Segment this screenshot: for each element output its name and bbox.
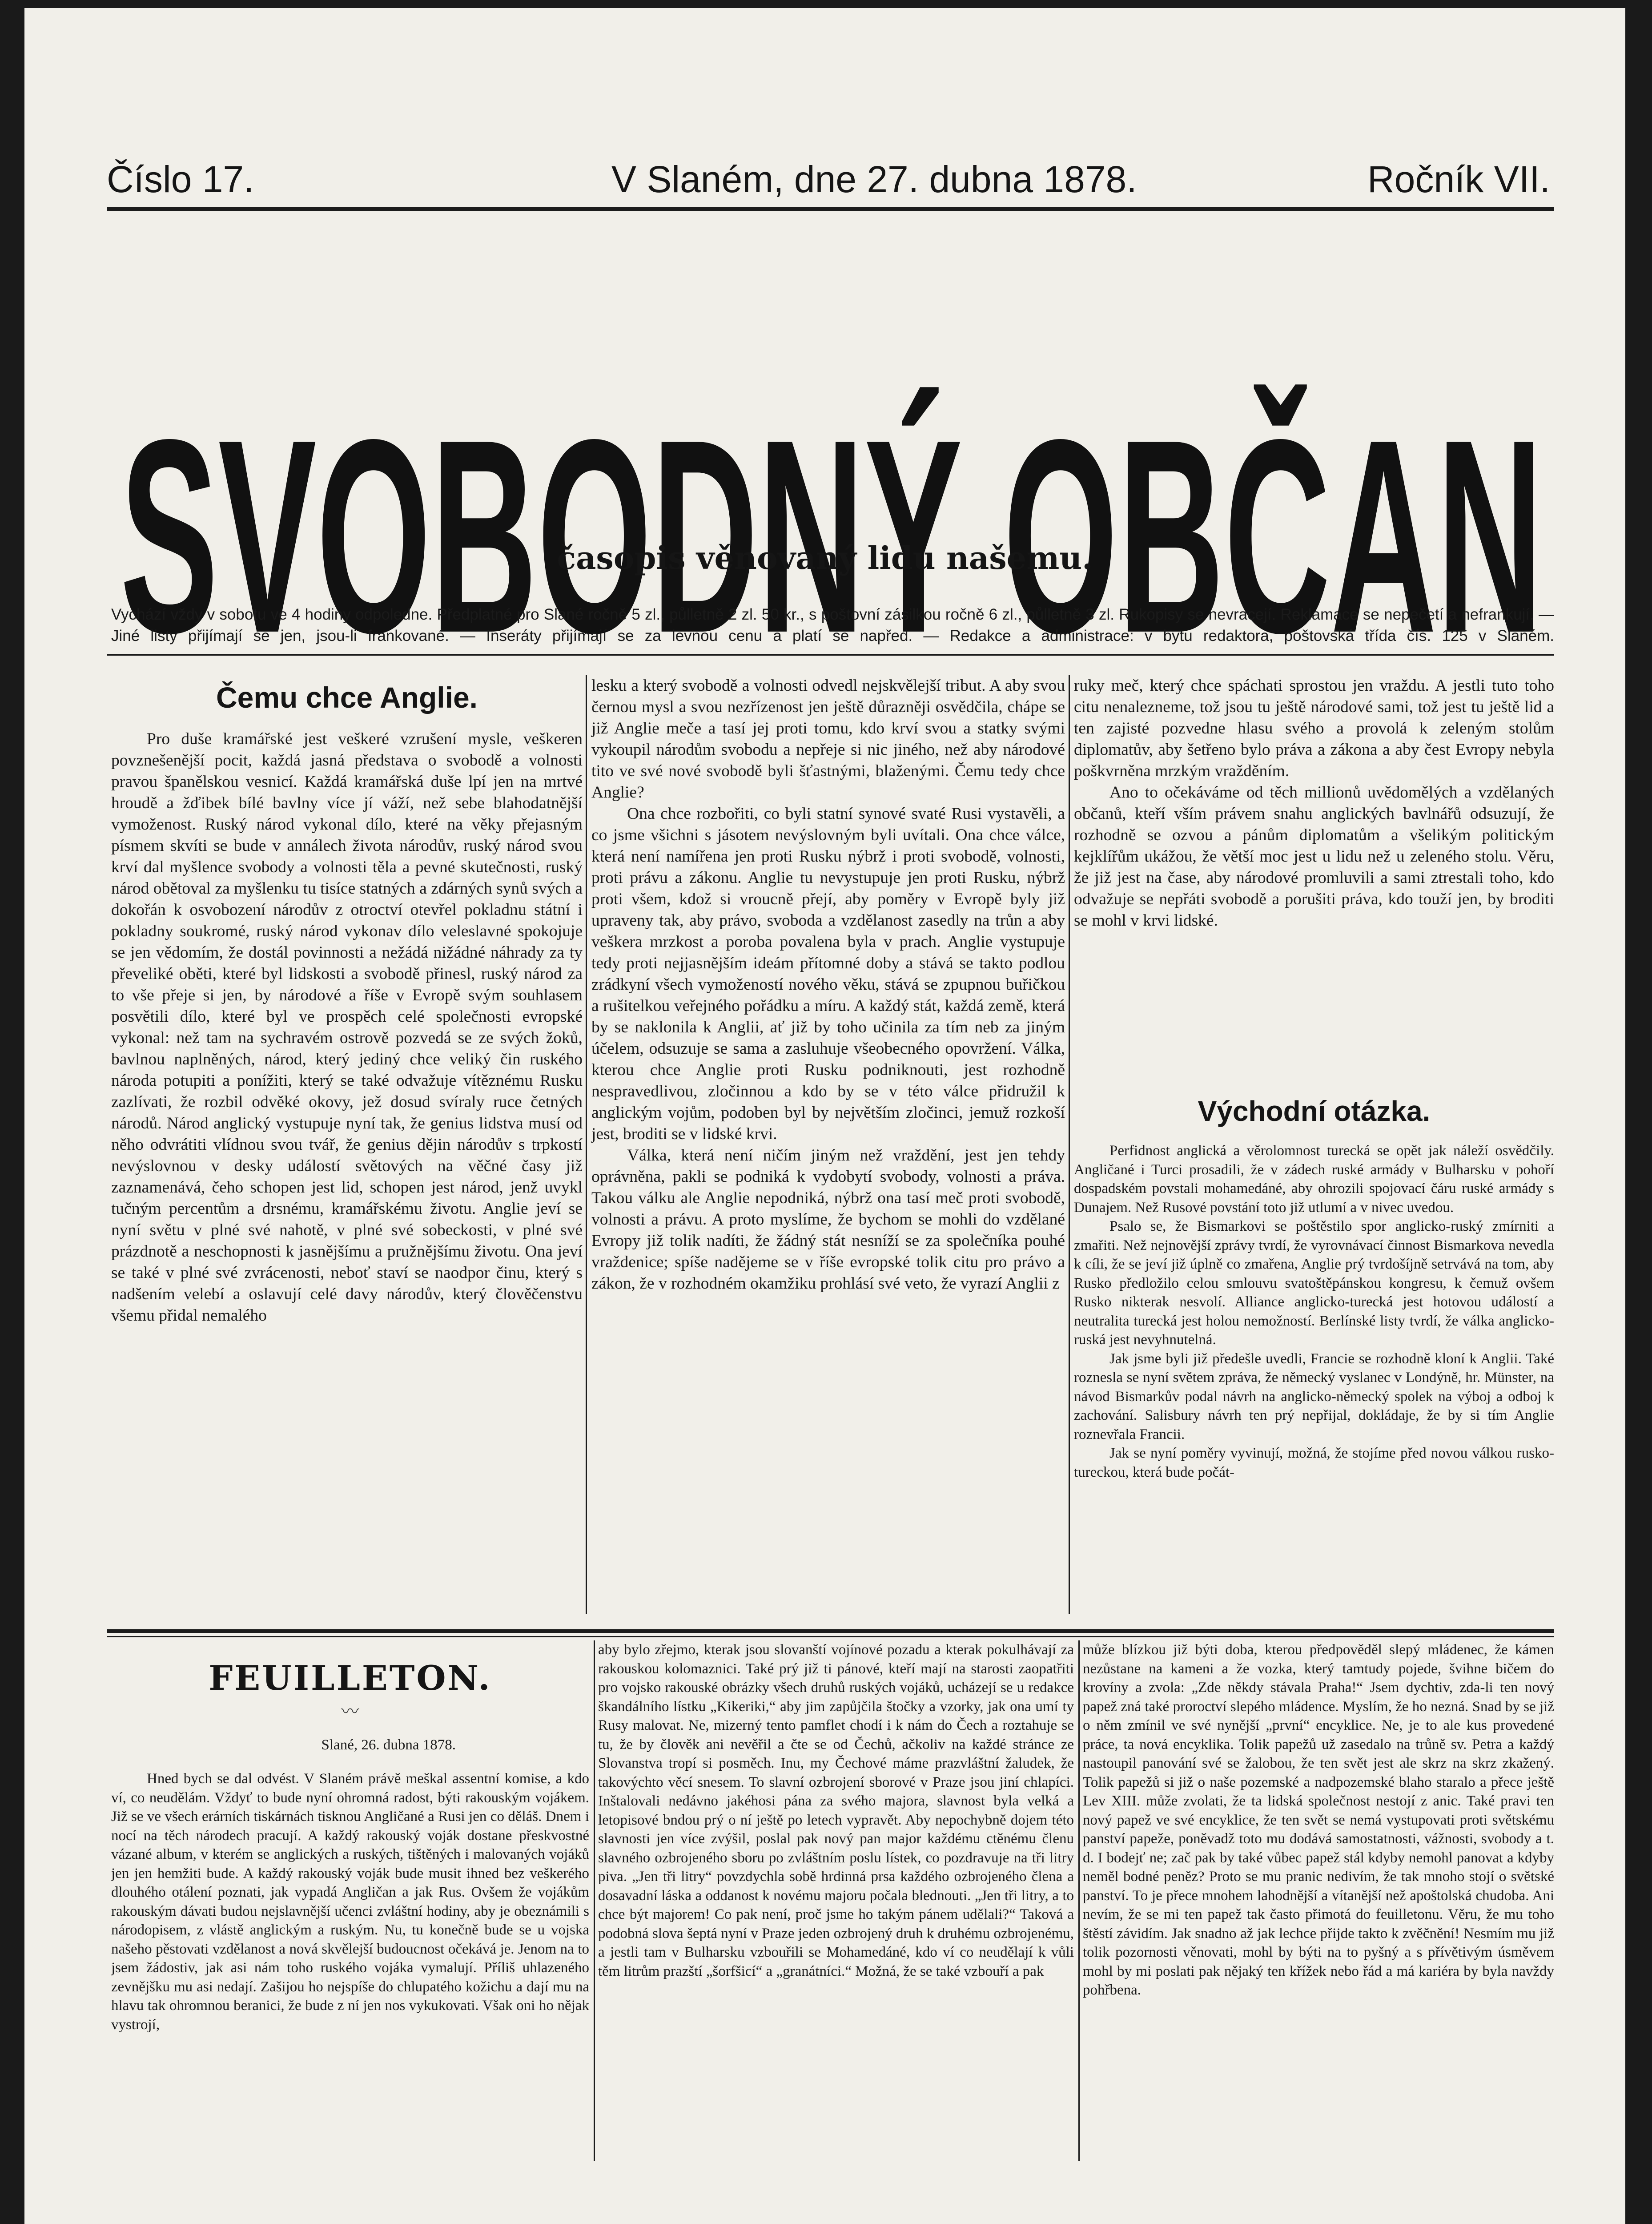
- article-otazka-title: Východní otázka.: [1198, 1095, 1431, 1127]
- masthead-title: SVOBODNÝ OBČAN: [120, 383, 550, 691]
- paragraph: Pro duše kramářské jest veškeré vzrušení mysle, veškeren povznešenější pocit, každá jasná představa o svobodě a volnosti pravou španělskou vesnicí. Každá kramářská duše lpí jen na mrtvé hroudě a žďibek bílé bavlny více jí váží, než sebe blahodatnější vymoženost. Ruský národ vykonal dílo, které na věky přejasným písmem skvíti se bude v annálech života národův, ruský národ svou krví dal myšlence svobody a volnosti těla a pevné skutečnosti, ruský národ obětoval za myšlenku tu tisíce statných a zdárných synů svých a dokořán k osvobození národův z otroctví otevřel pokladnu státní i pokladny soukromé, ruský národ vykonav dílo veleslavné spokojuje se jen vědomím, že dostál povinnosti a nežádá nižádné náhrady za ty převeliké oběti, které byl lidskosti a svobodě přinesl, ruský národ za to vše přeje si jen, by národové a říše v Evropě svým souhlasem posvětili dílo, které byl ve prospěch celé společnosti evropské vykonal: než tam na sychravém ostrově pozvedá se ze svých žoků, bavlnou naplněných, národ, který jediný chce veliký čin ruského národa potupiti a ponížiti, který se také odvažuje vítěznému Rusku zazlívati, že rozbil odvěké okovy, jež dosud svíraly ruce četných národů. Národ anglický vystupuje nyní tak, že genius lidstva musí od něho odvrátiti vlídnou svou tvář, že genius dějin národův s trpkostí nevýslovnou v desky událostí světových na věčné časy již zaznamenává, čeho schopen jest lid, schopen jest národ, jenž uvykl tučným percentům a drsnému, kramářskému životu. Anglie jeví se nyní světu v plné své nahotě, v plné své sobeckosti, v plné své prázdnotě a neschopnosti k jasnějšímu a pružnějšímu životu. Ona jeví se také v plné své zvrácenosti, neboť staví se naodpor činu, který s nadšením velebí a oslavují celé davy národův, který člověčenstvu všemu přidal nemalého: [111, 730, 583, 1325]
- feuilleton-col1: [111, 1649, 589, 2174]
- column-rule: [586, 675, 587, 1614]
- paragraph: Jak jsme byli již předešle uvedli, Francie se rozhodně kloní k Anglii. Také roznesla se nyní světem zpráva, že německý vyslanec v Londýně, hr. Münster, na návod Bismarkův podal návrh na anglicko-německý spolek na výboj a odboj k zachování. Salisbury návrh ten prý nepřijal, dokládaje, že by si tím Anglie roznevřala Francii.: [1074, 1350, 1554, 1442]
- paragraph: ruky meč, který chce spáchati sprostou jen vraždu. A jestli tuto toho citu nenalezneme, tož jsou tu ještě národové sami, tož jest tu ještě lid a ten zajisté pozvedne hlasu svého a provolá k zeleným stolům diplomatův, aby šetřeno bylo práva a zákona a aby čest Evropy nebyla poškvrněna mrzkým vražděním.: [1074, 677, 1554, 780]
- place-and-date: V Slaném, dne 27. dubna 1878.: [611, 158, 1137, 200]
- feuilleton-rule-thin: [107, 1636, 1554, 1637]
- column-rule: [594, 1640, 595, 2161]
- feuilleton-col2: [598, 1640, 1074, 2174]
- paragraph: Perfidnost anglická a věrolomnost turecká se opět jak náleží osvědčily. Angličané i Turci prosadili, že v zádech ruské armády v Bulharsku v pohoří dospadském povstali mohamedáné, aby ohrozili spojovací čáru ruské armády s Dunajem. Než Rusové povstání toto již utlumí a v nivec uvedou.: [1074, 1143, 1554, 1216]
- header-rule: [107, 207, 1554, 211]
- article-anglie-col3: [1074, 675, 1554, 1102]
- feuilleton-dateline: Slané, 26. dubna 1878.: [321, 1737, 456, 1753]
- paragraph: lesku a který svobodě a volnosti odvedl nejskvělejší tribut. A aby svou černou mysl a svou nezřízenost jen ještě důrazněji osvědčila, chápe se již Anglie meče a tasí jej proti tomu, kdo krví svou a statky svými vykoupil národům svobodu a nepřeje si nic jiného, než aby národové tito ve své nové svobodě byli šťastnými, blaženými. Čemu tedy chce Anglie?: [591, 677, 1065, 802]
- paragraph: Ano to očekáváme od těch millionů uvědomělých a vzdělaných občanů, kteří vším právem snahu anglických bavlnářů odsuzují, že rozhodně se ozvou a pánům diplomatům a všelikým politickým kejklířům ukážou, že větší moc jest u lidu než u zeleného stolu. Věru, že již jest na čase, aby národové promluvili a sami ztrestali toho, kdo odvažuje se nepřáti svobodě a porušiti práva, kdo touží jen, by broditi se mohl v krvi lidské.: [1074, 783, 1554, 930]
- newspaper-page: [24, 8, 1625, 2224]
- feuilleton-swash: 〰: [341, 1701, 359, 1721]
- article-anglie-col2: [591, 675, 1065, 1627]
- paragraph: Jak se nyní poměry vyvinují, možná, že stojíme před novou válkou rusko-tureckou, která bude počát-: [1074, 1445, 1554, 1480]
- article-anglie-title: Čemu chce Anglie.: [216, 681, 478, 714]
- feuilleton-title: FEUILLETON.: [209, 1658, 492, 1698]
- feuilleton-rule: [107, 1629, 1554, 1633]
- paragraph: aby bylo zřejmo, kterak jsou slovanští vojínové pozadu a kterak pokulhávají za rakouskou kolomaznici. Také prý již ti pánové, kteří mají na starosti zaopatřiti pro vojsko rakouské obrázky všech druhů ruských vojáků, ucházejí se u redakce škandálního lístku „Kikeriki,“ aby jim zapůjčila štočky a vzorky, jak ona umí ty Rusy malovat. Ne, mizerný tento pamflet chodí i k nám do Čech a roztahuje se tu, že by člověk ani nevěřil a čte se od Čechů, ačkoliv na každé stránce ze Slovanstva tropí si posměch. Inu, my Čechové máme prazvláštní žaludek, že takovýchto věcí snesem. To slavní ozbrojení sborové v Praze jsou jiní chlapíci. Inštalovali nedávno jakéhosi pána za svého majora, slavnost byla velká a letopisové bndou prý o ní ještě po letech vypravět. Aby nepochybně dojem této slavnosti jen více zvýšil, poslal pak nový pan major každému ctěnému členu slavného ozbrojeného sboru po zvláštním poslu lístek, co pozdravuje na tři litry piva. „Jen tři litry“ povzdychla sobě hrdinná prsa každého ozbrojeného člena a dosavadní láska a oddanost k novému majoru počala blednouti. „Jen tři litry, a to chce být majorem! Co pak není, proč jsme ho takým pánem udělali?“ Taková a podobná slova šeptá nyní v Praze jeden ozbrojený druh k druhému ozbrojenému, a jestli tam v Bulharsku vzbouřili se Mohamedáné, kdo ví co neudělají k vůli těm litrům prazští „šorfšicí“ a „granátníci.“ Možná, že se také vzbouří a pak: [598, 1642, 1074, 1979]
- subscription-imprint: Vychází vždy v sobotu ve 4 hodiny odpoledne. Předplatné pro Slané ročně 5 zl., půlletně 2 zl. 50 kr., s poštovní zásilkou ročně 6 zl., půlletně 3 zl. Rukopisy se nevracejí. Reklamace se nepečetí a nefrankují. — Jiné listy přijímají se jen, jsou-li frankované. — Inseráty přijímají se za levnou cenu a platí se napřed. — Redakce a administrace: v bytu redaktora, poštovská třída čís. 125 v Slaném.: [111, 606, 1554, 645]
- paragraph: může blízkou již býti doba, kterou předpověděl slepý mládenec, že kámen nezůstane na kameni a že vozka, který tamtudy pojede, švihne bičem do krovíny a zvola: „Zde někdy stávala Praha!“ Jsem dychtiv, zda-li ten nový papež zná také proroctví slepého mládence. Myslím, že ho nezná. Snad by se již o něm zmínil ve své nynější „první“ encyklice. Ne, je to ale kus provedené práce, ta nová encyklika. Tolik papežů už zasedalo na trůně sv. Petra a každý nastoupil panování své se žalobou, že ten svět jest ale skrz na skrz zkažený. Tolik papežů si již o naše pozemské a nadpozemské blaho staralo a přece ještě Lev XIII. může zvolati, že ta lidská společnost nestojí z anic. Také pravi ten nový papež ve své encyklice, že ten svět se nemá vystupovati proti světskému panství papeže, poněvadž toto mu dodává samostatnosti, vážnosti, svobody a t. d. I bodejť ne; zač pak by také vůbec papež stál kdyby nemohl panovat a kdyby neměl bodné peněz? Proto se mu pranic nedivím, že tak mnoho stojí o světské panství. To je přece mnohem lahodnější a vítanější než apoštolská chudoba. Ani nevím, že se mi ten papež tak často přimotá do feuilletonu. Věru, že mu toho štěstí závidím. Jak snadno až jak lechce přijde takto k zvěčnění! Nesmím mu již tolik pozornosti věnovati, mohl by býti na to pyšný a s přívětivým úsměvem mohl by mi poslati pak nějaký ten křížek nebo řád a má kariéra by byla navždy pohřbena.: [1083, 1642, 1554, 1998]
- paragraph: Psalo se, že Bismarkovi se poštěstilo spor anglicko-ruský zmírniti a zmařiti. Než nejnovější zprávy tvrdí, že vyrovnávací činnost Bismarkova nevedla k cíli, že se jeví již úplně co zmařena, Anglie prý tvrdošíjně setrvává na tom, aby Rusko předložilo celou smlouvu svatoštěpánskou kongresu, k čemuž ovšem Rusko nikterak nesvolí. Alliance anglicko-turecká jest hotovou událostí a neutralita turecká jest holou nemožností. Berlínské listy tvrdí, že válka anglicko-ruská jest nevyhnutelná.: [1074, 1218, 1554, 1348]
- imprint-rule: [107, 654, 1554, 656]
- masthead-subtitle: časopis věnovaný lidu našemu.: [557, 540, 1093, 576]
- column-rule: [1078, 1640, 1080, 2161]
- issue-number: Číslo 17.: [107, 158, 254, 200]
- article-anglie-col1: [111, 675, 583, 1627]
- volume-number: Ročník VII.: [1367, 158, 1550, 200]
- feuilleton-col3: [1083, 1640, 1554, 2174]
- paragraph: Hned bych se dal odvést. V Slaném právě meškal assentní komise, a kdo ví, co neudělám. Vždyť to bude nyní ohromná radost, býti rakouským vojákem. Již se ve všech erárních tiskárnách tisknou Angličané a Rusi jen co děláš. Dnem i nocí na těch národech pracují. A každý rakouský voják dostane přeskvostné vázané album, v kterém se anglických a ruských, tištěných i malovaných vojáků jen jen hemžiti bude. A každý rakouský voják bude musit ihned bez veškerého dlouhého otálení poznati, jak vypadá Angličan a jak Rus. Ovšem že vojákům rakouským dávati budou nejslavnější učenci zvláštní hodiny, aby je obeznámili s národopisem, z vlástě anglickým a ruským. Nu, tu konečně bude se u vojska našeho pěstovati vzdělanost a nová skvělejší budoucnost očekává je. Jenom na to jsem žádostiv, jak asi nám toho ruského vojáka vymalují. Příliš uhlazeného zevnějšku mu asi nedají. Zašijou ho nejspíše do chlupatého kožichu a dají mu na hlavu tak ohromnou beranici, že bude z ní jen nos vykukovati. Však oni ho nějak vystrojí,: [111, 1771, 589, 2033]
- column-rule: [1069, 675, 1070, 1614]
- paragraph: Válka, která není ničím jiným než vraždění, jest jen tehdy oprávněna, pakli se podniká k vydobytí svobody, volnosti a práva. Takou válku ale Anglie nepodniká, nýbrž ona tasí meč proti svobodě, volnosti a právu. A proto myslíme, že bychom se mohli do vzdělané Evropy již tolik nadíti, že žádný stát nesníží se za společníka pouhé vraždenice; spíše nadějeme se v říše evropské tolik citu pro právo a zákon, že v rozhodném okamžiku prohlásí své veto, že vyrazí Anglii z: [591, 1146, 1065, 1293]
- paragraph: Ona chce rozbořiti, co byli statní synové svaté Rusi vystavěli, a co jsme všichni s jásotem nevýslovným byli uvítali. Ona chce válce, která není namířena jen proti Rusku nýbrž i proti svobodě, volnosti, proti právu a zákonu. Anglie tu nevystupuje jen proti Rusku, nýbrž proti všem, kdož si vroucně přejí, aby poměry v Evropě byly již upraveny tak, aby právo, svoboda a vzdělanost zasedly na trůn a aby veškera mrzkost a poroba povalena byla v prach. Anglie vystupuje tedy proti nejjasnějším ideám přítomné doby a stává se takto podlou zrádkyní všech vymožeností nového věku, stává se zpupnou buřičkou a rušitelkou veřejného pořádku a míru. A každý stát, každá země, která by se naklonila k Anglii, ať již by toho učinila za tím neb za jiným účelem, odsuzuje se sama a zasluhuje všeobecného opovržení. Válka, kterou chce Anglie proti Rusku podniknouti, jest rozhodně nespravedlivou, zločinnou a kdo by se v této válce přidružil k anglickým vojům, podoben byl by největším zločinci, jemuž rozkoší jest, broditi se v lidské krvi.: [591, 805, 1065, 1143]
- article-otazka: [1074, 1089, 1554, 1623]
